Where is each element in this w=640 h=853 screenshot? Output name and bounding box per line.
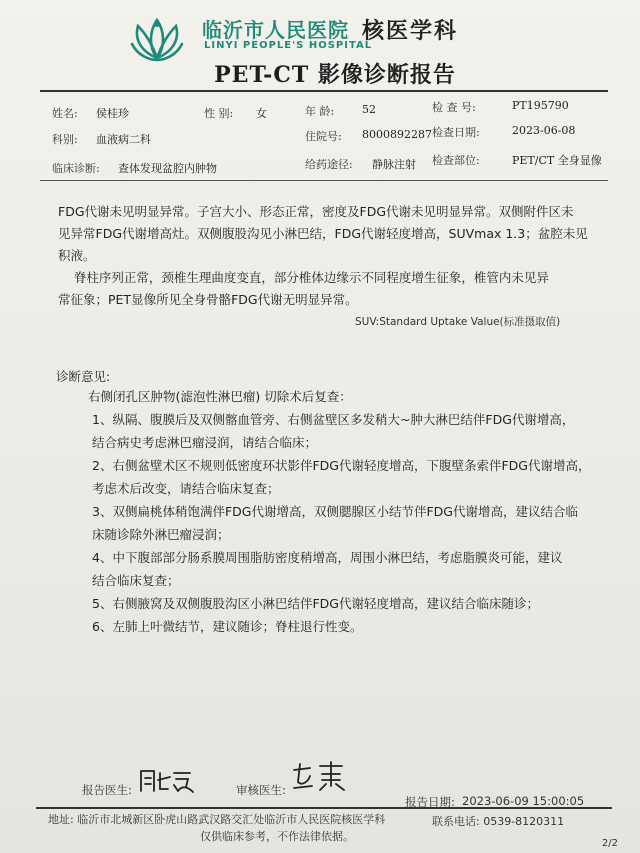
clinical-label: 临床诊断: <box>52 162 100 175</box>
reviewer-signature <box>290 760 350 794</box>
diagnosis-line: 右侧闭孔区肿物(滤泡性淋巴瘤) 切除术后复查： <box>88 389 352 404</box>
diagnosis-text <box>88 385 612 638</box>
site-label: 检查部位: <box>432 154 480 167</box>
diagnosis-line: 考虑术后改变，请结合临床复查； <box>92 481 280 496</box>
route: 静脉注射 <box>372 158 416 171</box>
header-divider <box>40 90 608 92</box>
patient-sex: 女 <box>256 107 267 120</box>
exam-site: PET/CT 全身显像 <box>512 154 602 167</box>
findings-line: 积液。 <box>58 248 96 263</box>
findings-line: 脊柱序列正常，颈椎生理曲度变直，部分椎体边缘示不同程度增生征象，椎管内未见异 <box>58 270 549 285</box>
patient-dept: 血液病二科 <box>96 133 151 146</box>
patient-name: 侯桂珍 <box>96 107 129 120</box>
age-label: 年 龄: <box>305 105 335 118</box>
name-label: 姓名: <box>52 107 78 120</box>
info-divider <box>40 180 608 181</box>
disclaimer: 仅供临床参考，不作法律依据。 <box>200 830 354 843</box>
reviewer-label: 审核医生: <box>236 783 286 797</box>
patient-age: 52 <box>362 103 376 116</box>
footer-divider <box>36 807 612 809</box>
diagnosis-line: 结合病史考虑淋巴瘤浸润，请结合临床； <box>92 435 318 450</box>
hospital-lotus-logo-icon <box>122 14 192 62</box>
exam-date-label: 检查日期: <box>432 126 480 139</box>
hospital-phone: 联系电话: 0539-8120311 <box>432 815 565 828</box>
findings-line: 常征象；PET显像所见全身骨骼FDG代谢无明显异常。 <box>58 292 358 307</box>
findings-line: 见异常FDG代谢增高灶。双侧腹股沟见小淋巴结，FDG代谢轻度增高，SUVmax 1.3；盆腔未见 <box>58 226 588 241</box>
report-date: 2023-06-09 15:00:05 <box>462 794 585 808</box>
diagnosis-line: 4、中下腹部部分肠系膜周围脂肪密度稍增高，周围小淋巴结，考虑脂膜炎可能，建议 <box>92 550 563 565</box>
diagnosis-line: 1、纵隔、腹膜后及双侧髂血管旁、右侧盆壁区多发稍大~肿大淋巴结伴FDG代谢增高， <box>92 412 575 427</box>
exam-date: 2023-06-08 <box>512 124 576 137</box>
report-date-label: 报告日期: <box>405 795 455 809</box>
suv-note: SUV:Standard Uptake Value(标准摄取值) <box>355 316 561 328</box>
reporter-label: 报告医生: <box>82 783 132 797</box>
inpatient-label: 住院号: <box>305 130 342 143</box>
diagnosis-line: 结合临床复查； <box>92 573 180 588</box>
page-number: 2/2 <box>601 838 618 849</box>
exam-no: PT195790 <box>512 99 569 112</box>
route-label: 给药途径: <box>305 158 353 171</box>
hospital-name-cn: 临沂市人民医院 <box>202 18 349 42</box>
diagnosis-line: 2、右侧盆壁术区不规则低密度环状影伴FDG代谢轻度增高，下腹壁条索伴FDG代谢增高， <box>92 458 591 473</box>
diagnosis-line: 5、右侧腋窝及双侧腹股沟区小淋巴结伴FDG代谢轻度增高，建议结合临床随诊； <box>92 596 539 611</box>
clinical-diagnosis: 查体发现盆腔内肿物 <box>118 162 217 175</box>
hospital-address: 地址: 临沂市北城新区卧虎山路武汉路交汇处临沂市人民医院核医学科 <box>48 813 386 826</box>
diagnosis-line: 3、双侧扁桃体稍饱满伴FDG代谢增高，双侧腮腺区小结节伴FDG代谢增高，建议结合临 <box>92 504 578 519</box>
diagnosis-label: 诊断意见: <box>56 369 111 384</box>
findings-text <box>58 201 598 311</box>
sex-label: 性 别: <box>204 107 234 120</box>
report-title: PET-CT 影像诊断报告 <box>214 62 456 88</box>
dept-label: 科别: <box>52 133 78 146</box>
exam-no-label: 检 查 号: <box>432 101 476 114</box>
department-name: 核医学科 <box>362 18 459 44</box>
findings-line: FDG代谢未见明显异常。子宫大小、形态正常，密度及FDG代谢未见明显异常。双侧附件区未 <box>58 204 574 219</box>
diagnosis-line: 6、左肺上叶微结节，建议随诊；脊柱退行性变。 <box>92 619 363 634</box>
reporter-signature <box>138 765 196 795</box>
hospital-name-en: LINYI PEOPLE'S HOSPITAL <box>204 40 373 51</box>
diagnosis-line: 床随诊除外淋巴瘤浸润； <box>92 527 230 542</box>
inpatient-no: 8000892287 <box>362 128 432 141</box>
